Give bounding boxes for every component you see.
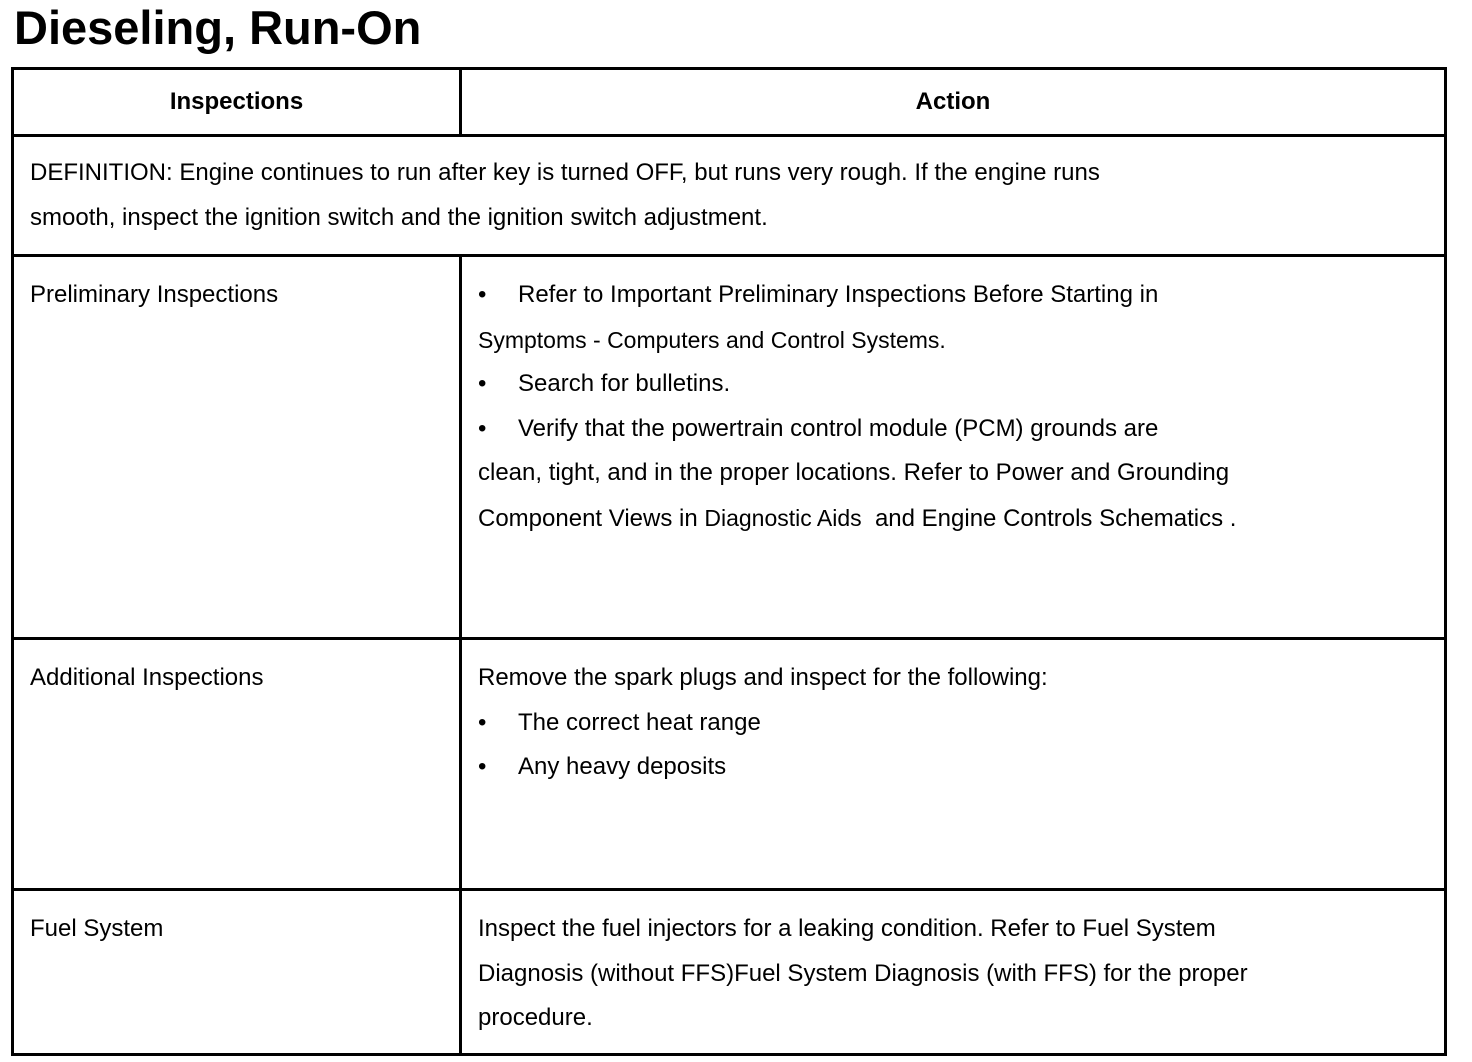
action-cell (461, 890, 1446, 1055)
header-action: Action (461, 69, 1446, 136)
action-line: Symptoms - Computers and Control Systems. (478, 326, 946, 353)
action-text: Component Views in (478, 504, 698, 532)
table-row (13, 639, 1446, 890)
bullet-icon: • (478, 753, 487, 780)
definition-row (13, 136, 1446, 256)
action-line (478, 362, 1434, 407)
definition-line-2: smooth, inspect the ignition switch and the ignition switch adjustment. (30, 203, 768, 231)
action-link-text: Diagnostic Aids (704, 504, 862, 531)
table-header-row (13, 69, 1446, 136)
diagnosis-table (11, 67, 1447, 1056)
action-text: and Engine Controls Schematics . (874, 504, 1237, 532)
action-text: The correct heat range (518, 708, 761, 736)
action-cell (461, 256, 1446, 639)
inspection-cell: Fuel System (13, 890, 461, 1055)
bullet-icon: • (478, 370, 487, 397)
action-line (478, 745, 1434, 790)
action-text: Refer to Important Preliminary Inspections Before Starting in (518, 281, 1159, 308)
action-line: Remove the spark plugs and inspect for the following: (478, 664, 1048, 691)
definition-line-1: DEFINITION: Engine continues to run after key is turned OFF, but runs very rough. If the engine runs (30, 159, 1100, 186)
bullet-icon: • (478, 708, 487, 736)
table-row (13, 890, 1446, 1055)
action-text: Any heavy deposits (518, 753, 727, 780)
action-line (478, 496, 1434, 542)
action-line: procedure. (478, 1004, 593, 1031)
inspection-cell: Additional Inspections (13, 639, 461, 890)
page-title: Dieseling, Run-On (14, 1, 422, 54)
action-text: Search for bulletins. (518, 370, 731, 397)
action-line (478, 273, 1434, 318)
action-text: Verify that the powertrain control module (PCM) grounds are (518, 414, 1159, 442)
action-line (478, 701, 1434, 746)
bullet-icon: • (478, 414, 487, 442)
action-line: Inspect the fuel injectors for a leaking condition. Refer to Fuel System (478, 915, 1216, 942)
action-cell (461, 639, 1446, 890)
inspection-cell: Preliminary Inspections (13, 256, 461, 639)
action-line: Diagnosis (without FFS)Fuel System Diagnosis (with FFS) for the proper (478, 959, 1248, 987)
table-row (13, 256, 1446, 639)
action-line (478, 407, 1434, 452)
header-inspections: Inspections (13, 69, 461, 136)
bullet-icon: • (478, 281, 487, 308)
definition-cell (13, 136, 1446, 256)
action-line: clean, tight, and in the proper locations. Refer to Power and Grounding (478, 459, 1230, 486)
